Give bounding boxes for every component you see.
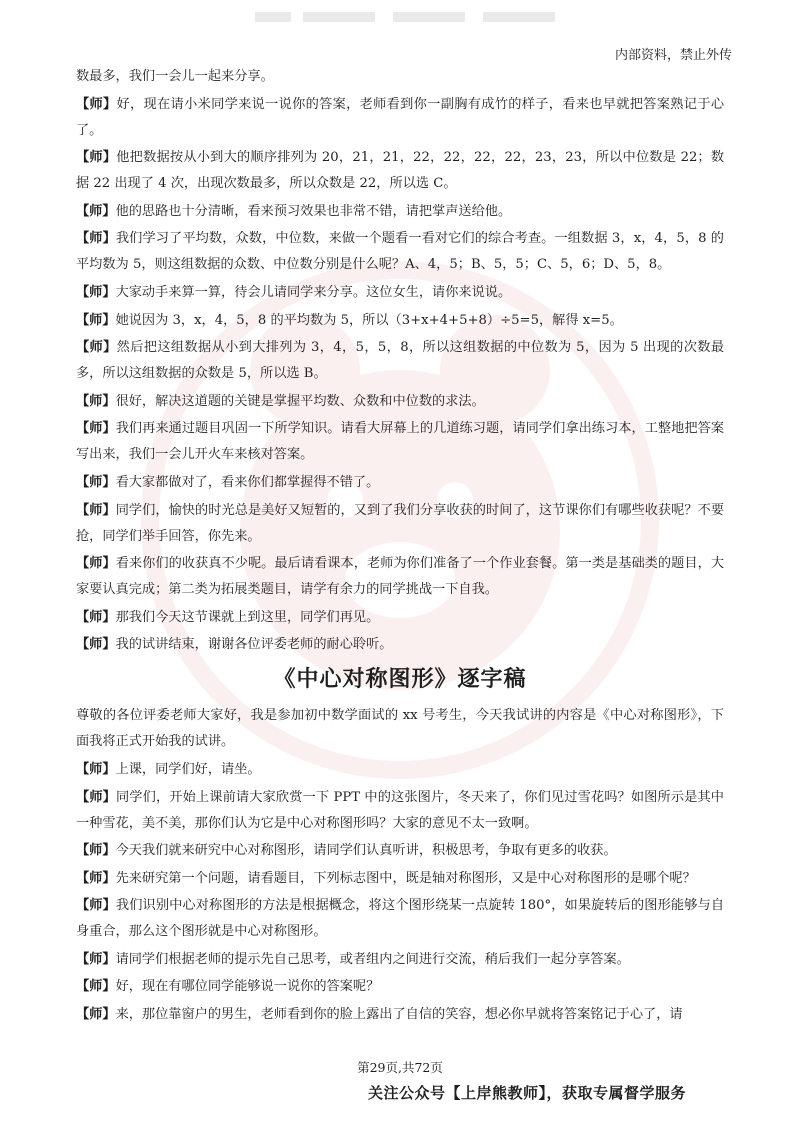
document-body xyxy=(76,64,724,1030)
speaker-label: 【师】 xyxy=(76,502,116,518)
paragraph-text: 他的思路也十分清晰，看来预习效果也非常不错，请把掌声送给他。 xyxy=(115,203,512,219)
paragraph-text: 我的试讲结束，谢谢各位评委老师的耐心聆听。 xyxy=(115,637,393,653)
transcript-paragraph xyxy=(76,416,724,468)
transcript-paragraph xyxy=(76,389,724,415)
transcript-paragraph xyxy=(76,335,724,387)
transcript-paragraph xyxy=(76,308,724,334)
speaker-label: 【师】 xyxy=(76,979,116,995)
transcript-paragraph xyxy=(76,64,724,90)
paragraph-text: 他把数据按从小到大的顺序排列为 20，21，21，22，22，22，22，23，23，所以中位数是 22；数据 22 出现了 4 次，出现次数最多，所以众数是 22，所以选 C。 xyxy=(76,150,725,192)
speaker-label: 【师】 xyxy=(76,231,116,247)
speaker-label: 【师】 xyxy=(76,1007,116,1023)
transcript-paragraph xyxy=(76,838,724,864)
paragraph-text: 然后把这组数据从小到大排列为 3，4，5，5，8，所以这组数据的中位数为 5，因为 5 出现的次数最多，所以这组数据的众数是 5，所以选 B。 xyxy=(76,340,725,382)
transcript-paragraph xyxy=(76,785,724,837)
transcript-paragraph xyxy=(76,92,724,144)
speaker-label: 【师】 xyxy=(76,203,116,219)
top-cropped-header xyxy=(255,12,555,22)
speaker-label: 【师】 xyxy=(76,340,117,356)
speaker-label: 【师】 xyxy=(76,312,116,328)
paragraph-text: 我们识别中心对称图形的方法是根据概念，将这个图形绕某一点旋转 180°，如果旋转后的图形能够与自身重合，那么这个图形就是中心对称图形。 xyxy=(76,898,725,940)
paragraph-text: 那我们今天这节课就上到这里，同学们再见。 xyxy=(115,609,380,625)
paragraph-text: 今天我们就来研究中心对称图形，请同学们认真听讲，积极思考，争取有更多的收获。 xyxy=(115,843,617,859)
paragraph-text: 同学们，愉快的时光总是美好又短暂的，又到了我们分享收获的时间了，这节课你们有哪些收获呢？不要抢，同学们举手回答，你先来。 xyxy=(76,502,725,544)
transcript-paragraph xyxy=(76,757,724,783)
speaker-label: 【师】 xyxy=(76,393,116,409)
paragraph-text: 上课，同学们好，请坐。 xyxy=(115,761,261,777)
transcript-block-statistics xyxy=(76,64,724,658)
page-number: 第29页,共72页 xyxy=(357,1060,443,1075)
transcript-paragraph xyxy=(76,498,724,550)
paragraph-text: 很好，解决这道题的关键是掌握平均数、众数和中位数的求法。 xyxy=(115,393,485,409)
speaker-label: 【师】 xyxy=(76,789,116,805)
transcript-paragraph xyxy=(76,280,724,306)
transcript-paragraph xyxy=(76,947,724,973)
paragraph-text: 数最多，我们一会儿一起来分享。 xyxy=(76,69,274,84)
speaker-label: 【师】 xyxy=(76,843,116,859)
paragraph-text: 看来你们的收获真不少呢。最后请看课本，老师为你们准备了一个作业套餐。第一类是基础类的题目，大家要认真完成；第二类为拓展类题目，请学有余力的同学挑战一下自我。 xyxy=(76,556,725,598)
paragraph-text: 看大家都做对了，看来你们都掌握得不错了。 xyxy=(115,474,380,490)
speaker-label: 【师】 xyxy=(76,474,116,490)
transcript-paragraph xyxy=(76,470,724,496)
transcript-paragraph xyxy=(76,974,724,1000)
paragraph-text: 尊敬的各位评委老师大家好，我是参加初中数学面试的 xx 号考生，今天我试讲的内容是《中心对称图形》，下面我将正式开始我的试讲。 xyxy=(76,708,724,750)
speaker-label: 【师】 xyxy=(76,150,117,166)
speaker-label: 【师】 xyxy=(76,421,116,437)
paragraph-text: 同学们，开始上课前请大家欣赏一下 PPT 中的这张图片，冬天来了，你们见过雪花吗？如图所示是其中一种雪花，美不美，那你们认为它是中心对称图形吗？大家的意见不太一致啊。 xyxy=(76,789,724,831)
paragraph-text: 我们学习了平均数，众数，中位数，来做一个题看一看对它们的综合考查。一组数据 3，x，4，5，8 的平均数为 5，则这组数据的众数、中位数分别是什么呢？A、4，5；B、5，5；C、5，6；D、5，8。 xyxy=(76,231,724,273)
section-title: 《中心对称图形》逐字稿 xyxy=(273,667,527,693)
speaker-label: 【师】 xyxy=(76,609,116,625)
transcript-paragraph xyxy=(76,893,724,945)
transcript-paragraph xyxy=(76,1002,724,1028)
speaker-label: 【师】 xyxy=(76,870,116,886)
paragraph-text: 请同学们根据老师的提示先自己思考，或者组内之间进行交流，稍后我们一起分享答案。 xyxy=(115,951,630,967)
transcript-paragraph xyxy=(76,866,724,892)
transcript-paragraph xyxy=(76,605,724,631)
paragraph-text: 好，现在有哪位同学能够说一说你的答案呢？ xyxy=(115,979,380,995)
paragraph-text: 大家动手来算一算，待会儿请同学来分享。这位女生，请你来说说。 xyxy=(115,284,512,300)
transcript-paragraph xyxy=(76,145,724,197)
footer-promo: 关注公众号【上岸熊教师】，获取专属督学服务 xyxy=(368,1084,687,1102)
speaker-label: 【师】 xyxy=(76,556,116,572)
confidential-note: 内部资料，禁止外传 xyxy=(614,48,732,63)
transcript-paragraph xyxy=(76,551,724,603)
paragraph-text: 来，那位靠窗户的男生，老师看到你的脸上露出了自信的笑容，想必你早就将答案铭记于心了，请 xyxy=(115,1007,683,1023)
speaker-label: 【师】 xyxy=(76,898,116,914)
transcript-paragraph xyxy=(76,199,724,225)
transcript-block-central-symmetry xyxy=(76,703,724,1028)
speaker-label: 【师】 xyxy=(76,637,116,653)
speaker-label: 【师】 xyxy=(76,284,116,300)
transcript-paragraph xyxy=(76,703,724,755)
paragraph-text: 先来研究第一个问题，请看题目，下列标志图中，既是轴对称图形，又是中心对称图形的是哪个呢？ xyxy=(115,870,696,886)
speaker-label: 【师】 xyxy=(76,761,116,777)
transcript-paragraph xyxy=(76,632,724,658)
speaker-label: 【师】 xyxy=(76,951,116,967)
paragraph-text: 她说因为 3，x，4，5，8 的平均数为 5，所以（3+x+4+5+8）÷5=5，解得 x=5。 xyxy=(115,312,623,328)
paragraph-text: 好，现在请小米同学来说一说你的答案，老师看到你一副胸有成竹的样子，看来也早就把答案熟记于心了。 xyxy=(76,96,725,138)
transcript-paragraph xyxy=(76,226,724,278)
speaker-label: 【师】 xyxy=(76,96,117,112)
paragraph-text: 我们再来通过题目巩固一下所学知识。请看大屏幕上的几道练习题，请同学们拿出练习本，工整地把答案写出来，我们一会儿开火车来核对答案。 xyxy=(76,421,725,463)
